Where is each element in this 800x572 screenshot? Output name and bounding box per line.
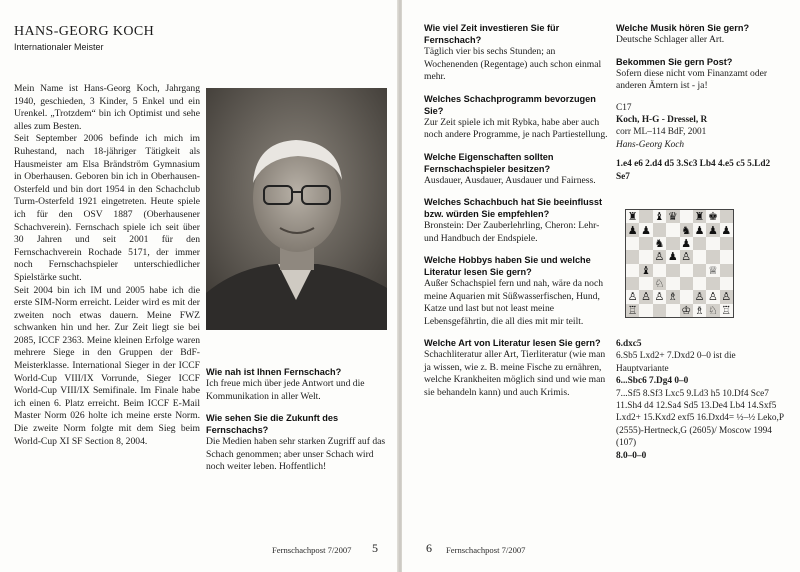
board-square	[693, 237, 706, 250]
question: Welche Eigenschaften sollten Fernschachspieler besitzen?	[424, 151, 554, 174]
qa-block	[424, 93, 610, 142]
game-annotator: Hans-Georg Koch	[616, 139, 685, 150]
board-square: ♗	[667, 290, 678, 304]
answer: Schachliteratur aller Art, Tierliteratur (wie man ja wissen, wie z. B. meine Fische zu ernähren, welche Krankheiten möglich sind und wie man sie behandeln kann) und auch Krimis.	[424, 349, 606, 398]
board-square	[706, 277, 719, 290]
interviewee-name: HANS-GEORG KOCH	[14, 24, 155, 39]
board-square	[720, 250, 733, 263]
board-square: ♘	[708, 303, 718, 317]
interview-right-column-1	[424, 22, 610, 408]
board-square	[706, 237, 719, 250]
board-square	[639, 250, 652, 263]
board-square	[680, 210, 693, 223]
board-square: ♟	[667, 250, 678, 264]
answer: Außer Schachspiel fern und nah, wäre da noch meine Aquarien mit Süßwasserfischen, Hund, Katze und last but not least meine Lebensgefährtin, die all dies mit mir teilt.	[424, 278, 604, 327]
game-event: corr ML–114 BdF, 2001	[616, 127, 707, 138]
board-square	[666, 277, 679, 290]
left-page	[0, 0, 398, 572]
biography-text	[14, 83, 200, 448]
question: Wie sehen Sie die Zukunft des Fernschachs?	[206, 413, 339, 435]
interview-left-column	[206, 366, 387, 483]
right-page	[402, 0, 800, 572]
board-square: ♟	[641, 223, 651, 237]
move-text: 6.dxc5	[616, 339, 642, 349]
board-square: ♞	[681, 223, 692, 237]
answer: Die Medien haben sehr starken Zugriff auf das Schach genommen; aber unser Schach wird noch weiter leben. Hoffentlich!	[206, 436, 386, 472]
question: Bekommen Sie gern Post?	[616, 56, 733, 67]
board-square	[653, 264, 666, 277]
board-square	[680, 290, 693, 303]
answer: Deutsche Schlager aller Art.	[616, 34, 725, 45]
answer: Ich freue mich über jede Antwort und die Kommunikation in aller Welt.	[206, 378, 365, 402]
board-square	[666, 264, 679, 277]
bio-paragraph: Seit 2004 bin ich IM und 2005 habe ich die erste SIM-Norm erreicht. Leider wird es mit der zweiten noch etwas dauern. Meine FWZ schwanken hin und her. Zur Zeit liegt sie bei 2085, ICCF 2363. Meine kleinen Erfolge waren mehrere Siege in den Gruppen der BdF-Meisterklasse. International Sieger in der ICCF World-Cup VIII/IX Vorrunde, Sieger ICCF World-Cup VIII/IX Semifinale. Im Finale habe ich einen 6. Platz erreicht. Beim ICCF E-Mail Master Norm 026 holte ich meine erste Norm. Die zweite Norm folgte mit dem Sieg beim World-Cup XI SF Section 8, 2004.	[14, 284, 200, 447]
portrait-photo	[206, 88, 387, 330]
interviewee-title: Internationaler Meister	[14, 42, 104, 52]
interview-right-column-2	[616, 22, 786, 183]
qa-block	[424, 22, 610, 84]
board-square: ♖	[721, 303, 732, 317]
board-square	[639, 210, 652, 223]
bio-paragraph: Seit September 2006 befinde ich mich im Ruhestand, nach 18-jähriger Tätigkeit als Hausmeister am Elsa Brändström Gymnasium in Oberhausen. Geboren bin ich in Oberhausen-Osterfeld und bin dort 1954 in den Schachclub Turm-Osterfeld 1921 eingetreten. Heute spiele ich für den OSV 1887 (Oberhausener Schachverein). Fernschach spiele ich seit über 30 Jahren und seit 2001 für den Fernschachverein Rochade 5171, der immer noch Fernschachspieler unterschiedlicher Spielstärke sucht.	[14, 133, 200, 283]
board-square: ♝	[641, 263, 651, 277]
board-square	[666, 304, 679, 317]
board-square: ♙	[694, 290, 705, 304]
qa-block	[616, 56, 786, 93]
board-square: ♙	[721, 290, 732, 304]
question: Wie viel Zeit investieren Sie für Fernschach?	[424, 23, 560, 45]
board-square	[720, 237, 733, 250]
board-square: ♖	[627, 303, 638, 317]
qa-block	[424, 337, 610, 399]
board-square	[639, 277, 652, 290]
board-square: ♟	[721, 223, 732, 237]
portrait-image	[206, 88, 387, 330]
game-moves	[616, 338, 786, 462]
qa-block	[424, 151, 610, 188]
board-square: ♙	[654, 290, 665, 304]
qa-block	[424, 254, 610, 328]
board-square	[680, 264, 693, 277]
board-square	[693, 264, 706, 277]
qa-block	[206, 366, 387, 403]
board-square: ♙	[654, 250, 665, 264]
board-square: ♟	[708, 223, 718, 237]
variation-text: 7...Sf5 8.Sf3 Lxc5 9.Ld3 h5 10.Df4 Sce7 11.Sh4 d4 12.Sa4 Sd5 13.De4 Lb4 14.Sxf5 Lxd2+ 15.Kxd2 exf5 16.Dxd4= ½–½ Leko,P (2555)-Hertneck,G (2605)/ Moscow 1994 (107)	[616, 388, 784, 449]
board-square: ♘	[654, 277, 665, 291]
board-square	[626, 237, 639, 250]
board-square	[706, 250, 719, 263]
answer: Ausdauer, Ausdauer, Ausdauer und Fairness.	[424, 174, 596, 186]
board-square	[720, 210, 733, 223]
eco-code: C17	[616, 102, 632, 113]
game-header	[616, 102, 786, 183]
move-text: 6...Sbc6 7.Dg4 0–0	[616, 376, 689, 387]
question: Welche Art von Literatur lesen Sie gern?	[424, 338, 601, 348]
board-square: ♟	[681, 236, 692, 250]
board-square	[653, 304, 666, 317]
board-square: ♙	[681, 250, 692, 264]
board-square: ♙	[627, 290, 638, 304]
board-square: ♞	[654, 236, 665, 250]
page-number: 6	[426, 541, 432, 555]
board-square	[693, 250, 706, 263]
board-square: ♙	[708, 290, 718, 304]
board-square	[680, 277, 693, 290]
variation-text: 6.Sb5 Lxd2+ 7.Dxd2 0–0 ist die Hauptvariante	[616, 351, 736, 374]
board-square: ♙	[641, 290, 651, 304]
board-square: ♟	[627, 223, 638, 237]
game-players: Koch, H-G - Dressel, R	[616, 114, 708, 125]
answer: Täglich vier bis sechs Stunden; an Wochenenden (Regentage) auch schon einmal mehr.	[424, 46, 602, 82]
board-square: ♚	[708, 210, 718, 224]
question: Wie nah ist Ihnen Fernschach?	[206, 367, 342, 377]
board-square: ♜	[694, 210, 705, 224]
qa-block	[206, 412, 387, 474]
board-square: ♝	[654, 210, 665, 224]
answer: Zur Zeit spiele ich mit Rybka, habe aber auch noch andere Programme, je nach Partiestellung.	[424, 116, 608, 140]
board-square	[626, 277, 639, 290]
board-square: ♛	[667, 210, 678, 224]
question: Welches Schachprogramm bevorzugen Sie?	[424, 93, 596, 116]
chess-diagram	[625, 209, 734, 318]
move-text: 8.0–0–0	[616, 450, 647, 461]
qa-block	[616, 22, 786, 47]
question: Welche Hobbys haben Sie und welche Literatur lesen Sie gern?	[424, 255, 591, 277]
answer: Bronstein: Der Zauberlehrling, Cheron: Lehr- und Handbuch der Endspiele.	[424, 220, 600, 244]
question: Welches Schachbuch hat Sie beeinflusst bzw. würden Sie empfehlen?	[424, 197, 603, 219]
board-square: ♕	[708, 263, 718, 277]
board-square: ♗	[694, 303, 705, 317]
footer-magazine: Fernschachpost 7/2007	[446, 545, 526, 555]
qa-block	[424, 196, 610, 245]
board-square	[666, 237, 679, 250]
board-square	[653, 223, 666, 236]
board-square	[666, 223, 679, 236]
board-square	[720, 264, 733, 277]
board-square	[626, 264, 639, 277]
board-square	[626, 250, 639, 263]
board-square: ♟	[694, 223, 705, 237]
question: Welche Musik hören Sie gern?	[616, 23, 750, 33]
board-square: ♔	[681, 303, 692, 317]
page-number: 5	[372, 541, 378, 555]
answer: Sofern diese nicht vom Finanzamt oder anderen Ämtern ist - ja!	[616, 67, 768, 91]
board-square	[639, 304, 652, 317]
board-square	[720, 277, 733, 290]
bio-paragraph: Mein Name ist Hans-Georg Koch, Jahrgang 1940, geschieden, 3 Kinder, 5 Enkel und ein Urenkel. „Trotzdem“ bin ich Optimist und sehe alles zum Besten.	[14, 83, 200, 132]
board-square	[639, 237, 652, 250]
board-square: ♜	[627, 210, 638, 224]
footer-magazine: Fernschachpost 7/2007	[272, 545, 352, 555]
game-opening-moves: 1.e4 e6 2.d4 d5 3.Sc3 Lb4 4.e5 c5 5.Ld2 Se7	[616, 159, 771, 182]
board-square	[693, 277, 706, 290]
